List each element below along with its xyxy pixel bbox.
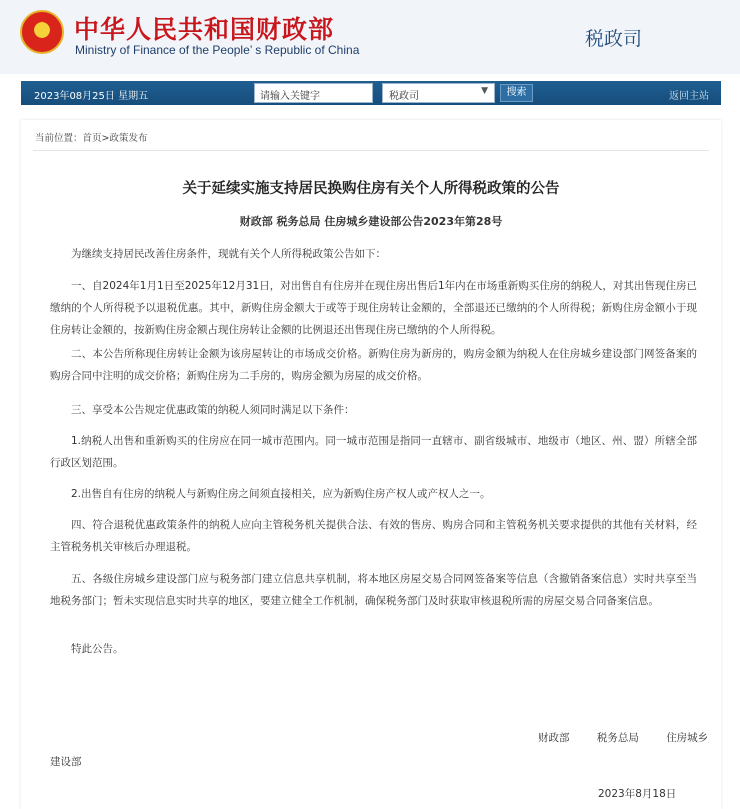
paragraph-closing: 特此公告。 <box>71 643 124 655</box>
issue-date: 2023年8月18日 <box>598 788 677 800</box>
paragraph-intro: 为继续支持居民改善住房条件，现就有关个人所得税政策公告如下： <box>71 248 386 260</box>
department-title: 税政司 <box>585 28 643 50</box>
search-button[interactable]: 搜索 <box>500 84 533 102</box>
department-select[interactable] <box>382 83 495 103</box>
paragraph-5: 五、各级住房城乡建设部门应与税务部门建立信息共享机制，将本地区房屋交易合同网签备案等信息（含撤销备案信息）实时共享至当地税务部门；暂未实现信息实时共享的地区，要建立健全工作机制，确保税务部门及时获取审核退税所需的房屋交易合同备案信息。 <box>50 573 697 607</box>
article-panel <box>21 120 721 809</box>
current-date: 2023年08月25日 星期五 <box>34 91 149 102</box>
paragraph-3-1: 1.纳税人出售和重新购买的住房应在同一城市范围内。同一城市范围是指同一直辖市、副省级城市、地级市（地区、州、盟）所辖全部行政区划范围。 <box>50 435 697 469</box>
paragraph-4: 四、符合退税优惠政策条件的纳税人应向主管税务机关提供合法、有效的售房、购房合同和主管税务机关要求提供的其他有关材料，经主管税务机关审核后办理退税。 <box>50 519 697 553</box>
nav-bar <box>21 81 721 105</box>
site-header <box>0 0 740 74</box>
breadcrumb-divider <box>33 150 709 151</box>
signer-sta: 税务总局 <box>596 732 639 744</box>
signer-continued: 建设部 <box>50 756 82 768</box>
search-input[interactable]: 请输入关键字 <box>254 83 373 103</box>
ministry-name-cn[interactable]: 中华人民共和国财政部 <box>74 15 335 44</box>
paragraph-1: 一、自2024年1月1日至2025年12月31日，对出售自有住房并在现住房出售后1年内在市场重新购买住房的纳税人，对其出售现住房已缴纳的个人所得税予以退税优惠。其中，新购住房金额大于或等于现住房转让金额的，全部退还已缴纳的个人所得税；新购住房金额小于现住房转让金额的，按新购住房金额占现住房转让金额的比例退还出售现住房已缴纳的个人所得税。 <box>50 280 697 336</box>
article-title: 关于延续实施支持居民换购住房有关个人所得税政策的公告 <box>182 181 560 197</box>
department-select-value: 税政司 <box>389 91 419 102</box>
paragraph-3: 三、享受本公告规定优惠政策的纳税人须同时满足以下条件： <box>71 404 355 416</box>
ministry-name-en[interactable]: Ministry of Finance of the People’ s Republic of China <box>75 43 360 57</box>
document-number: 财政部 税务总局 住房城乡建设部公告2023年第28号 <box>239 215 503 228</box>
paragraph-3-2: 2.出售自有住房的纳税人与新购住房之间须直接相关，应为新购住房产权人或产权人之一。 <box>71 488 491 500</box>
paragraph-2: 二、本公告所称现住房转让金额为该房屋转让的市场成交价格。新购住房为新房的，购房金额为纳税人在住房城乡建设部门网签备案的购房合同中注明的成交价格；新购住房为二手房的，购房金额为房屋的成交价格。 <box>50 348 697 382</box>
return-home-link[interactable]: 返回主站 <box>669 91 709 102</box>
signers <box>538 730 708 745</box>
breadcrumb[interactable]: 当前位置：首页>政策发布 <box>35 133 148 144</box>
national-emblem-icon[interactable] <box>20 10 64 54</box>
signer-mof: 财政部 <box>538 732 570 744</box>
chevron-down-icon: ▼ <box>481 86 488 96</box>
signer-mohurd: 住房城乡 <box>666 732 709 744</box>
